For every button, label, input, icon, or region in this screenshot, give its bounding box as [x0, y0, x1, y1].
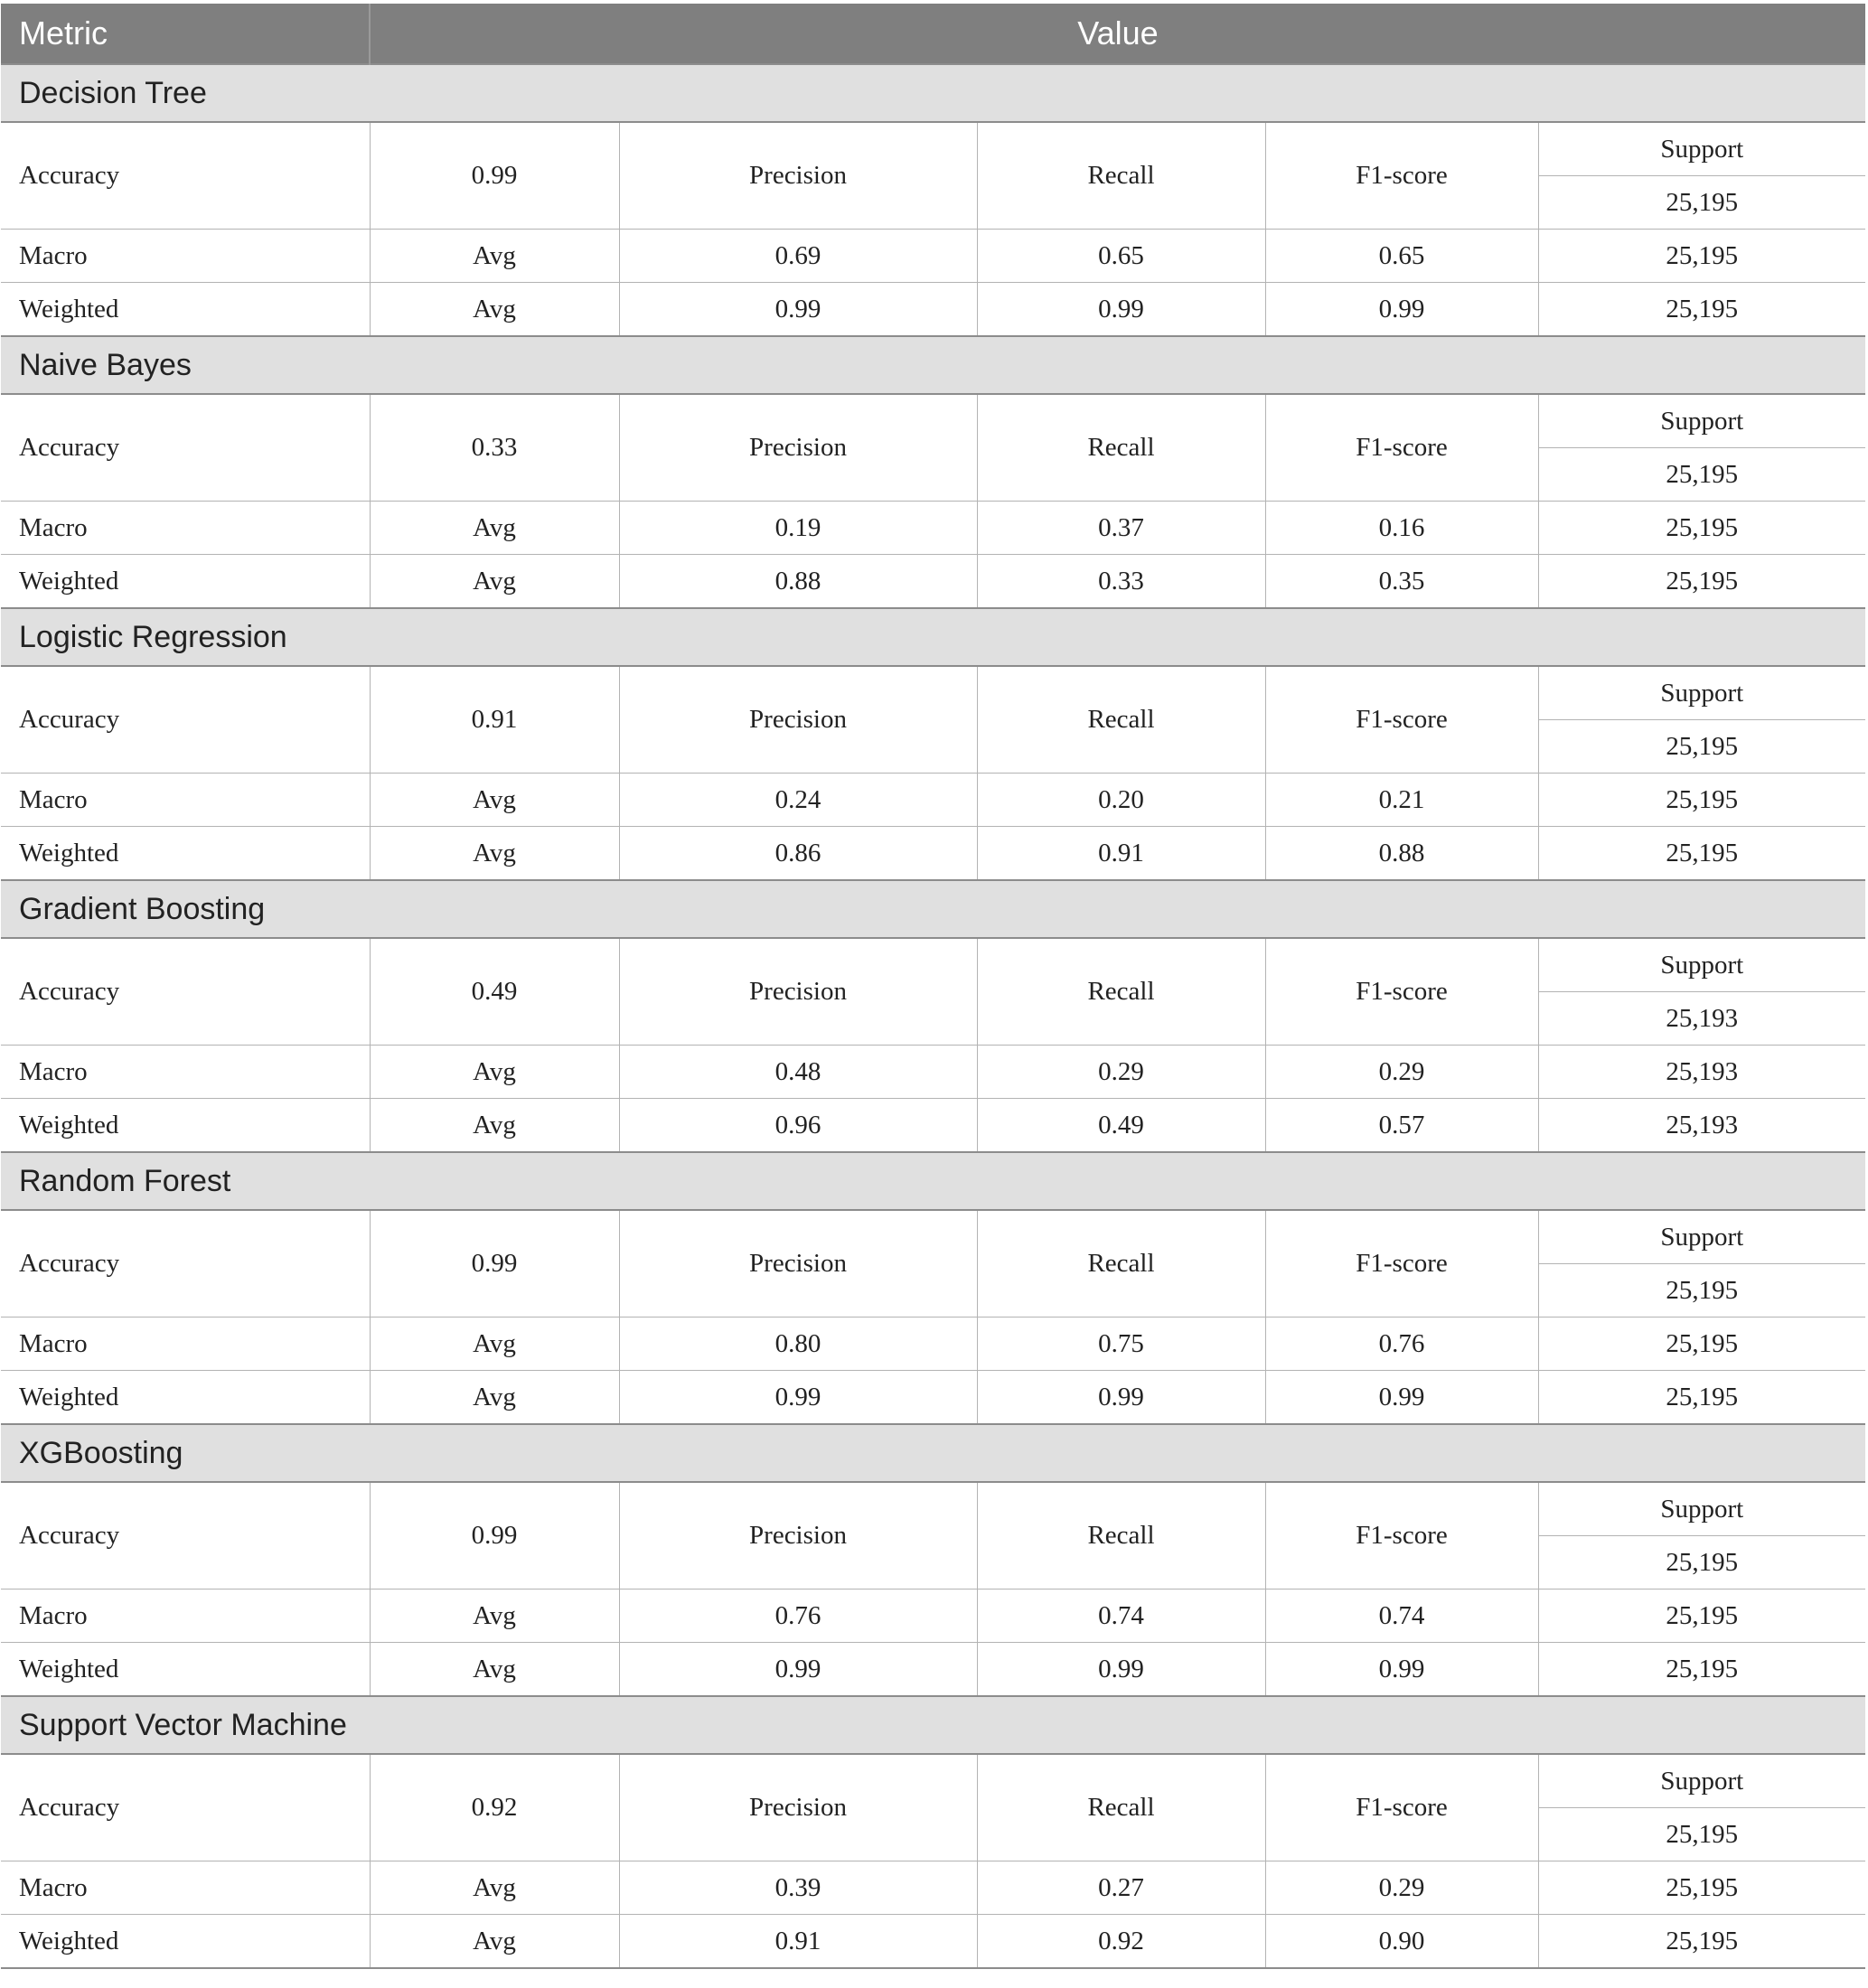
avg-type: Weighted — [1, 555, 370, 609]
f1-header: F1-score — [1265, 938, 1538, 1046]
model-group-row — [1, 880, 1865, 938]
precision-value: 0.19 — [619, 502, 977, 555]
accuracy-label: Accuracy — [1, 122, 370, 230]
model-name: XGBoosting — [1, 1424, 1865, 1482]
table-row — [1, 1589, 1865, 1643]
accuracy-support-value: 25,195 — [1538, 1808, 1865, 1861]
support-value: 25,195 — [1538, 1318, 1865, 1371]
model-group-row — [1, 1424, 1865, 1482]
precision-header: Precision — [619, 666, 977, 774]
precision-value: 0.69 — [619, 230, 977, 283]
recall-header: Recall — [977, 1754, 1265, 1861]
table-row — [1, 230, 1865, 283]
f1-header: F1-score — [1265, 1210, 1538, 1318]
precision-header: Precision — [619, 938, 977, 1046]
table-body — [1, 64, 1865, 1968]
accuracy-row — [1, 666, 1865, 720]
precision-value: 0.99 — [619, 1643, 977, 1697]
precision-value: 0.48 — [619, 1046, 977, 1099]
precision-header: Precision — [619, 1482, 977, 1589]
support-value: 25,195 — [1538, 230, 1865, 283]
accuracy-label: Accuracy — [1, 666, 370, 774]
accuracy-value: 0.91 — [370, 666, 619, 774]
support-value: 25,195 — [1538, 827, 1865, 881]
avg-type: Macro — [1, 774, 370, 827]
avg-label: Avg — [370, 1589, 619, 1643]
recall-value: 0.27 — [977, 1861, 1265, 1915]
f1-header: F1-score — [1265, 394, 1538, 502]
recall-value: 0.29 — [977, 1046, 1265, 1099]
accuracy-label: Accuracy — [1, 1210, 370, 1318]
precision-value: 0.99 — [619, 283, 977, 337]
precision-header: Precision — [619, 1210, 977, 1318]
table-row — [1, 1643, 1865, 1697]
avg-type: Weighted — [1, 827, 370, 881]
accuracy-support-value: 25,195 — [1538, 176, 1865, 230]
recall-header: Recall — [977, 666, 1265, 774]
f1-value: 0.90 — [1265, 1915, 1538, 1969]
avg-label: Avg — [370, 1046, 619, 1099]
f1-header: F1-score — [1265, 1754, 1538, 1861]
support-header: Support — [1538, 1210, 1865, 1264]
f1-value: 0.21 — [1265, 774, 1538, 827]
support-value: 25,195 — [1538, 774, 1865, 827]
avg-type: Macro — [1, 502, 370, 555]
model-group-row — [1, 608, 1865, 666]
model-group-row — [1, 336, 1865, 394]
table-row — [1, 1371, 1865, 1425]
recall-value: 0.74 — [977, 1589, 1265, 1643]
table-row — [1, 1099, 1865, 1153]
accuracy-support-value: 25,195 — [1538, 1536, 1865, 1589]
table-row — [1, 502, 1865, 555]
avg-label: Avg — [370, 1318, 619, 1371]
accuracy-row — [1, 1210, 1865, 1264]
f1-value: 0.99 — [1265, 1643, 1538, 1697]
support-value: 25,195 — [1538, 1589, 1865, 1643]
avg-label: Avg — [370, 1371, 619, 1425]
accuracy-value: 0.99 — [370, 1482, 619, 1589]
support-header: Support — [1538, 666, 1865, 720]
accuracy-row — [1, 394, 1865, 448]
accuracy-value: 0.99 — [370, 122, 619, 230]
avg-label: Avg — [370, 502, 619, 555]
avg-type: Macro — [1, 230, 370, 283]
precision-value: 0.86 — [619, 827, 977, 881]
precision-value: 0.99 — [619, 1371, 977, 1425]
accuracy-value: 0.99 — [370, 1210, 619, 1318]
header-row — [1, 4, 1865, 64]
f1-value: 0.35 — [1265, 555, 1538, 609]
precision-header: Precision — [619, 1754, 977, 1861]
avg-type: Macro — [1, 1046, 370, 1099]
f1-header: F1-score — [1265, 666, 1538, 774]
support-value: 25,193 — [1538, 1046, 1865, 1099]
avg-type: Weighted — [1, 1099, 370, 1153]
accuracy-support-value: 25,193 — [1538, 992, 1865, 1046]
support-value: 25,195 — [1538, 1861, 1865, 1915]
model-group-row — [1, 64, 1865, 122]
precision-value: 0.76 — [619, 1589, 977, 1643]
accuracy-label: Accuracy — [1, 1754, 370, 1861]
recall-value: 0.37 — [977, 502, 1265, 555]
f1-value: 0.76 — [1265, 1318, 1538, 1371]
avg-label: Avg — [370, 230, 619, 283]
f1-header: F1-score — [1265, 1482, 1538, 1589]
recall-value: 0.99 — [977, 1643, 1265, 1697]
header-metric: Metric — [1, 4, 370, 64]
table-row — [1, 1915, 1865, 1969]
accuracy-support-value: 25,195 — [1538, 1264, 1865, 1318]
model-group-row — [1, 1152, 1865, 1210]
support-header: Support — [1538, 1754, 1865, 1808]
support-value: 25,195 — [1538, 502, 1865, 555]
table-row — [1, 1861, 1865, 1915]
support-value: 25,195 — [1538, 1915, 1865, 1969]
support-value: 25,195 — [1538, 1643, 1865, 1697]
recall-header: Recall — [977, 394, 1265, 502]
support-value: 25,195 — [1538, 1371, 1865, 1425]
model-name: Support Vector Machine — [1, 1696, 1865, 1754]
f1-value: 0.29 — [1265, 1046, 1538, 1099]
recall-value: 0.92 — [977, 1915, 1265, 1969]
model-name: Decision Tree — [1, 64, 1865, 122]
avg-label: Avg — [370, 1861, 619, 1915]
f1-value: 0.16 — [1265, 502, 1538, 555]
recall-value: 0.99 — [977, 283, 1265, 337]
table-row — [1, 774, 1865, 827]
support-value: 25,195 — [1538, 283, 1865, 337]
recall-value: 0.91 — [977, 827, 1265, 881]
avg-label: Avg — [370, 283, 619, 337]
f1-value: 0.57 — [1265, 1099, 1538, 1153]
accuracy-row — [1, 1482, 1865, 1536]
model-name: Random Forest — [1, 1152, 1865, 1210]
accuracy-row — [1, 938, 1865, 992]
f1-header: F1-score — [1265, 122, 1538, 230]
f1-value: 0.99 — [1265, 283, 1538, 337]
support-value: 25,195 — [1538, 555, 1865, 609]
accuracy-row — [1, 122, 1865, 176]
model-group-row — [1, 1696, 1865, 1754]
accuracy-support-value: 25,195 — [1538, 448, 1865, 502]
model-name: Naive Bayes — [1, 336, 1865, 394]
accuracy-support-value: 25,195 — [1538, 720, 1865, 774]
avg-label: Avg — [370, 555, 619, 609]
avg-type: Macro — [1, 1318, 370, 1371]
recall-header: Recall — [977, 1210, 1265, 1318]
recall-value: 0.99 — [977, 1371, 1265, 1425]
f1-value: 0.74 — [1265, 1589, 1538, 1643]
support-value: 25,193 — [1538, 1099, 1865, 1153]
avg-label: Avg — [370, 1099, 619, 1153]
precision-value: 0.91 — [619, 1915, 977, 1969]
f1-value: 0.29 — [1265, 1861, 1538, 1915]
accuracy-label: Accuracy — [1, 394, 370, 502]
avg-type: Macro — [1, 1589, 370, 1643]
recall-header: Recall — [977, 1482, 1265, 1589]
accuracy-label: Accuracy — [1, 938, 370, 1046]
f1-value: 0.65 — [1265, 230, 1538, 283]
recall-value: 0.65 — [977, 230, 1265, 283]
avg-type: Weighted — [1, 1643, 370, 1697]
avg-type: Macro — [1, 1861, 370, 1915]
header-value: Value — [370, 4, 1865, 64]
accuracy-value: 0.49 — [370, 938, 619, 1046]
avg-label: Avg — [370, 774, 619, 827]
avg-label: Avg — [370, 827, 619, 881]
accuracy-row — [1, 1754, 1865, 1808]
recall-value: 0.75 — [977, 1318, 1265, 1371]
table-row — [1, 1046, 1865, 1099]
table-row — [1, 555, 1865, 609]
table-row — [1, 1318, 1865, 1371]
avg-type: Weighted — [1, 1915, 370, 1969]
support-header: Support — [1538, 938, 1865, 992]
avg-label: Avg — [370, 1915, 619, 1969]
support-header: Support — [1538, 394, 1865, 448]
recall-value: 0.49 — [977, 1099, 1265, 1153]
precision-value: 0.39 — [619, 1861, 977, 1915]
precision-header: Precision — [619, 122, 977, 230]
precision-value: 0.96 — [619, 1099, 977, 1153]
results-table — [1, 4, 1865, 1969]
avg-label: Avg — [370, 1643, 619, 1697]
avg-type: Weighted — [1, 283, 370, 337]
table-row — [1, 827, 1865, 881]
model-name: Gradient Boosting — [1, 880, 1865, 938]
f1-value: 0.88 — [1265, 827, 1538, 881]
precision-header: Precision — [619, 394, 977, 502]
avg-type: Weighted — [1, 1371, 370, 1425]
recall-header: Recall — [977, 938, 1265, 1046]
recall-value: 0.20 — [977, 774, 1265, 827]
precision-value: 0.88 — [619, 555, 977, 609]
recall-header: Recall — [977, 122, 1265, 230]
support-header: Support — [1538, 122, 1865, 176]
precision-value: 0.80 — [619, 1318, 977, 1371]
accuracy-value: 0.92 — [370, 1754, 619, 1861]
recall-value: 0.33 — [977, 555, 1265, 609]
accuracy-label: Accuracy — [1, 1482, 370, 1589]
f1-value: 0.99 — [1265, 1371, 1538, 1425]
accuracy-value: 0.33 — [370, 394, 619, 502]
table-row — [1, 283, 1865, 337]
model-name: Logistic Regression — [1, 608, 1865, 666]
support-header: Support — [1538, 1482, 1865, 1536]
precision-value: 0.24 — [619, 774, 977, 827]
